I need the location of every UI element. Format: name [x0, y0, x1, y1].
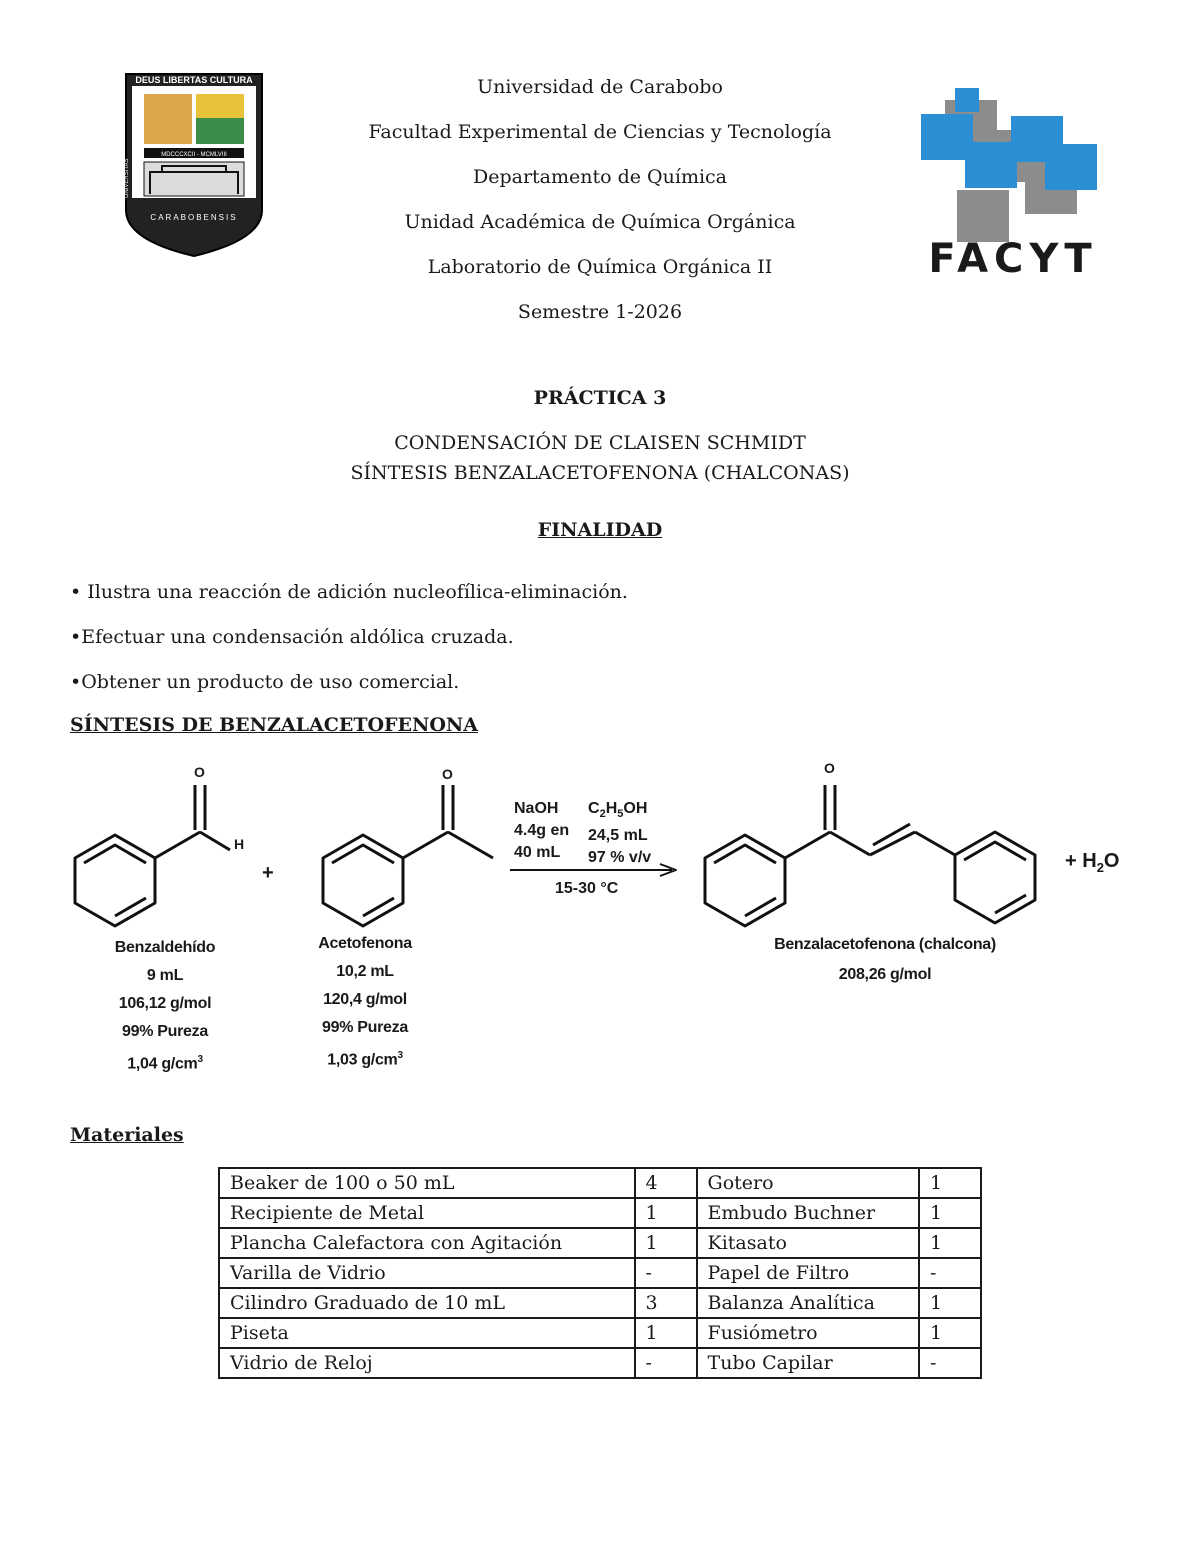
objective-item: •Obtener un producto de uso comercial.	[70, 671, 460, 693]
material-quantity: -	[635, 1348, 697, 1378]
product-data	[740, 930, 1030, 990]
benzaldehyde-hydrogen-atom: H	[234, 836, 245, 852]
benzaldehyde-oxygen-atom: O	[194, 764, 205, 780]
material-quantity: -	[919, 1348, 981, 1378]
header-line-semester: Semestre 1-2026	[517, 301, 683, 323]
table-row	[219, 1288, 981, 1318]
seal-ring-bottom: CARABOBENSIS	[150, 213, 238, 222]
reagent2-formula: $C_2H_5OH$	[588, 800, 648, 821]
conditions-temperature: 15-30 °C	[555, 880, 619, 897]
material-name: Papel de Filtro	[697, 1258, 919, 1288]
synthesis-heading: SÍNTESIS DE BENZALACETOFENONA	[70, 714, 479, 736]
benzaldehyde-ring	[75, 835, 155, 926]
material-quantity: 1	[635, 1228, 697, 1258]
benzaldehyde-data	[80, 934, 250, 1078]
material-quantity: 1	[635, 1318, 697, 1348]
material-name: Vidrio de Reloj	[219, 1348, 635, 1378]
material-name: Kitasato	[697, 1228, 919, 1258]
acetophenone-density: 1,03 $g/cm^3$	[327, 1050, 403, 1069]
acetophenone-name: Acetofenona	[318, 935, 412, 952]
table-row	[219, 1348, 981, 1378]
product-ring-right	[955, 832, 1035, 923]
acetophenone-molar-mass: 120,4 g/mol	[323, 991, 407, 1008]
acetophenone-oxygen-atom: O	[442, 766, 453, 782]
materials-heading: Materiales	[70, 1124, 184, 1146]
table-row	[219, 1198, 981, 1228]
acetophenone-data	[280, 930, 450, 1074]
header-line-unit: Unidad Académica de Química Orgánica	[404, 211, 796, 233]
material-name: Balanza Analítica	[697, 1288, 919, 1318]
byproduct-water: + $H_2O$	[1065, 850, 1120, 875]
material-name: Plancha Calefactora con Agitación	[219, 1228, 635, 1258]
material-name: Piseta	[219, 1318, 635, 1348]
material-name: Recipiente de Metal	[219, 1198, 635, 1228]
material-quantity: -	[635, 1258, 697, 1288]
conditions-reagent2	[588, 798, 651, 869]
objectives-list	[70, 578, 628, 713]
materials-table	[218, 1167, 982, 1379]
benzaldehyde-density: 1,04 $g/cm^3$	[127, 1054, 203, 1073]
material-quantity: 1	[919, 1288, 981, 1318]
practice-title: PRÁCTICA 3	[533, 387, 667, 409]
reagent2-volume: 24,5 mL	[588, 827, 648, 845]
acetophenone-volume: 10,2 mL	[336, 963, 394, 980]
seal-motto: DEUS LIBERTAS CULTURA	[135, 75, 253, 85]
benzaldehyde-purity: 99% Pureza	[122, 1023, 208, 1040]
product-molar-mass: 208,26 g/mol	[838, 966, 932, 983]
acetophenone-purity: 99% Pureza	[322, 1019, 408, 1036]
university-seal-logo	[122, 70, 266, 260]
reaction-scheme	[0, 740, 1200, 1100]
benzaldehyde-molar-mass: 106,12 g/mol	[118, 995, 212, 1012]
reagent1-name: NaOH	[514, 800, 559, 817]
objective-item: •Efectuar una condensación aldólica cruzada.	[70, 626, 514, 648]
material-name: Cilindro Graduado de 10 mL	[219, 1288, 635, 1318]
seal-year: MDCCCXCII - MCMLVIII	[161, 152, 227, 158]
material-name: Beaker de 100 o 50 mL	[219, 1168, 635, 1198]
header-institution-lines	[300, 72, 900, 342]
reagent2-concentration: 97 % v/v	[588, 849, 652, 867]
facyt-logo-text: FACYT	[928, 236, 1098, 280]
header-line-laboratory: Laboratorio de Química Orgánica II	[427, 256, 773, 278]
material-name: Tubo Capilar	[697, 1348, 919, 1378]
material-quantity: 4	[635, 1168, 697, 1198]
header-line-faculty: Facultad Experimental de Ciencias y Tecnología	[368, 121, 832, 143]
material-quantity: 1	[919, 1168, 981, 1198]
reagent1-amount: 4.4g en	[514, 822, 570, 839]
material-name: Embudo Buchner	[697, 1198, 919, 1228]
material-name: Gotero	[697, 1168, 919, 1198]
finality-heading: FINALIDAD	[537, 519, 663, 541]
material-quantity: 1	[919, 1228, 981, 1258]
product-ring-left	[705, 835, 785, 926]
acetophenone-ring	[323, 835, 403, 926]
table-row	[219, 1228, 981, 1258]
header-line-department: Departamento de Química	[472, 166, 728, 188]
material-name: Varilla de Vidrio	[219, 1258, 635, 1288]
seal-ring-left: UNIVERSITAS	[124, 158, 130, 198]
objective-item: • Ilustra una reacción de adición nucleofílica-eliminación.	[70, 581, 628, 603]
practice-subtitle-1: CONDENSACIÓN DE CLAISEN SCHMIDT	[394, 432, 806, 454]
practice-subtitle-2: SÍNTESIS BENZALACETOFENONA (CHALCONAS)	[350, 462, 850, 484]
material-quantity: -	[919, 1258, 981, 1288]
product-name: Benzalacetofenona (chalcona)	[774, 936, 996, 953]
product-oxygen-atom: O	[824, 760, 835, 776]
reagent1-volume: 40 mL	[514, 844, 561, 861]
table-row	[219, 1168, 981, 1198]
facyt-logo	[915, 80, 1110, 280]
material-quantity: 1	[919, 1318, 981, 1348]
material-quantity: 3	[635, 1288, 697, 1318]
table-row	[219, 1318, 981, 1348]
header-line-university: Universidad de Carabobo	[477, 76, 723, 98]
benzaldehyde-volume: 9 mL	[146, 967, 184, 984]
plus-sign: +	[262, 862, 274, 884]
material-quantity: 1	[635, 1198, 697, 1228]
table-row	[219, 1258, 981, 1288]
benzaldehyde-name: Benzaldehído	[114, 939, 216, 956]
material-quantity: 1	[919, 1198, 981, 1228]
conditions-reagent1	[514, 798, 569, 864]
material-name: Fusiómetro	[697, 1318, 919, 1348]
